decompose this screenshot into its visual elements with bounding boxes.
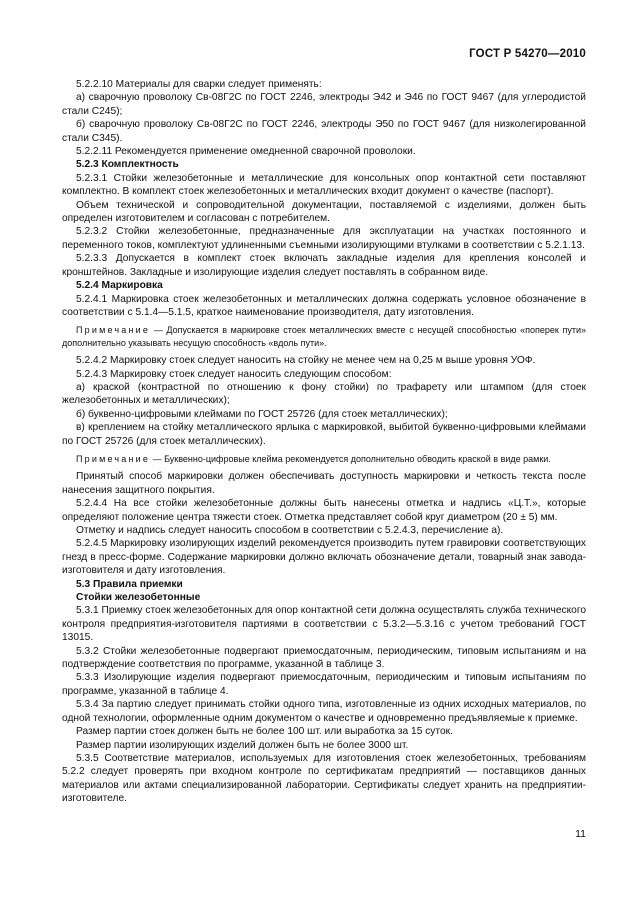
paragraph: а) сварочную проволоку Св-08Г2С по ГОСТ 2246, электроды Э42 и Э46 по ГОСТ 9467 (для углеродистой стали С245); — [62, 92, 586, 117]
paragraph: б) сварочную проволоку Св-08Г2С по ГОСТ 2246, электроды Э50 по ГОСТ 9467 (для низколегированной стали С345). — [62, 119, 586, 144]
paragraph: Принятый способ маркировки должен обеспечивать доступность маркировки и четкость текста после нанесения защитного покрытия. — [62, 471, 586, 496]
section-heading: 5.2.3 Комплектность — [76, 159, 179, 171]
document-body — [62, 78, 586, 806]
paragraph: 5.2.4.4 На все стойки железобетонные должны быть нанесены отметка и надпись «Ц.Т.», которые определяют положение центра тяжести стоек. Отметка представляет собой круг диаметром (20 ± 5) мм. — [62, 498, 586, 523]
paragraph: в) креплением на стойку металлического ярлыка с маркировкой, выбитой буквенно-цифровыми клеймами по ГОСТ 25726 (для стоек металлических). — [62, 422, 586, 447]
standard-header: ГОСТ Р 54270—2010 — [469, 48, 586, 60]
paragraph: 5.2.3.3 Допускается в комплект стоек включать закладные изделия для крепления консолей и кронштейнов. Закладные и изолирующие изделия следует поставлять в собранном виде. — [62, 253, 586, 278]
note-text: — Допускается в маркировке стоек металлических вместе с несущей способностью «поперек пути» дополнительно указывать несущую способность «вдоль пути». — [62, 325, 586, 348]
paragraph: 5.2.4.3 Маркировку стоек следует наносить следующим способом: — [76, 368, 392, 380]
paragraph: 5.2.3.1 Стойки железобетонные и металлические для консольных опор контактной сети поставляют комплектно. В комплект стоек железобетонных и металлических входит документ о качестве (паспорт). — [62, 172, 586, 198]
note-paragraph — [62, 453, 586, 465]
paragraph: 5.2.2.10 Материалы для сварки следует применять: — [76, 79, 322, 90]
paragraph: 5.2.4.1 Маркировка стоек железобетонных и металлических должна содержать условное обозначение в соответствии с 5.1.4—5.1.5, краткое наименование производителя, дату изготовления. — [62, 293, 586, 318]
paragraph: Отметку и надпись следует наносить способом в соответствии с 5.2.4.3, перечисление а). — [76, 525, 504, 536]
paragraph: 5.3.3 Изолирующие изделия подвергают приемосдаточным, периодическим и типовым испытаниям по программе, указанной в таблице 4. — [62, 672, 586, 697]
paragraph: 5.2.3.2 Стойки железобетонные, предназначенные для эксплуатации на участках постоянного и переменного токов, комплектуют удлиненными съемными изолирующими втулками в соответствии с 5.2.1.13. — [62, 226, 586, 251]
paragraph: 5.3.5 Соответствие материалов, используемых для изготовления стоек железобетонных, требованиям 5.2.2 следует проверять при входном контроле по сертификатам предприятий — поставщиков данных материалов или актами специализированной лаборатории. Сертификаты следует хранить на предприятии-изготовителе. — [62, 752, 586, 805]
note-label: Примечание — [76, 325, 151, 336]
paragraph: 5.2.4.2 Маркировку стоек следует наносить на стойку не менее чем на 0,25 м выше уровня УОФ. — [76, 355, 536, 367]
paragraph: Размер партии стоек должен быть не более 100 шт. или выработка за 15 суток. — [76, 726, 453, 738]
note-paragraph — [62, 324, 586, 349]
paragraph: 5.3.1 Приемку стоек железобетонных для опор контактной сети должна осуществлять служба технического контроля предприятия-изготовителя партиями в соответствии с 5.3.2—5.3.16 с учетом требований ГОСТ 13015. — [62, 605, 586, 644]
section-heading: 5.2.4 Маркировка — [76, 280, 163, 292]
paragraph: 5.3.2 Стойки железобетонные подвергают приемосдаточным, периодическим, типовым испытаниям и на подтверждение соответствия по программе, указанной в таблице 3. — [62, 645, 586, 671]
paragraph: Объем технической и сопроводительной документации, поставляемой с изделиями, должен быть определен изготовителем и согласован с потребителем. — [62, 199, 586, 225]
paragraph: 5.2.4.5 Маркировку изолирующих изделий рекомендуется производить путем гравировки соответствующих гнезд в пресс-форме. Содержание маркировки должно включать обозначение детали, товарный знак завода-изготовителя и дату изготовления. — [62, 538, 586, 577]
paragraph: б) буквенно-цифровыми клеймами по ГОСТ 25726 (для стоек металлических); — [76, 408, 448, 420]
paragraph: 5.2.2.11 Рекомендуется применение омедненной сварочной проволоки. — [76, 146, 416, 158]
section-heading: Стойки железобетонные — [76, 592, 201, 604]
paragraph: а) краской (контрастной по отношению к фону стойки) по трафарету или штампом (для стоек железобетонных и металлических); — [62, 381, 586, 407]
paragraph: 5.3.4 За партию следует принимать стойки одного типа, изготовленные из одних исходных материалов, по одной технологии, оформленные одним документом о качестве и одновременно предъявляемые к приемке. — [62, 699, 586, 724]
paragraph: Размер партии изолирующих изделий должен быть не более 3000 шт. — [76, 739, 409, 751]
page-number: 11 — [575, 828, 586, 840]
section-heading: 5.3 Правила приемки — [76, 578, 183, 590]
note-text: — Буквенно-цифровые клейма рекомендуется дополнительно обводить краской в виде рамки. — [150, 453, 551, 464]
note-label: Примечание — [76, 453, 151, 464]
